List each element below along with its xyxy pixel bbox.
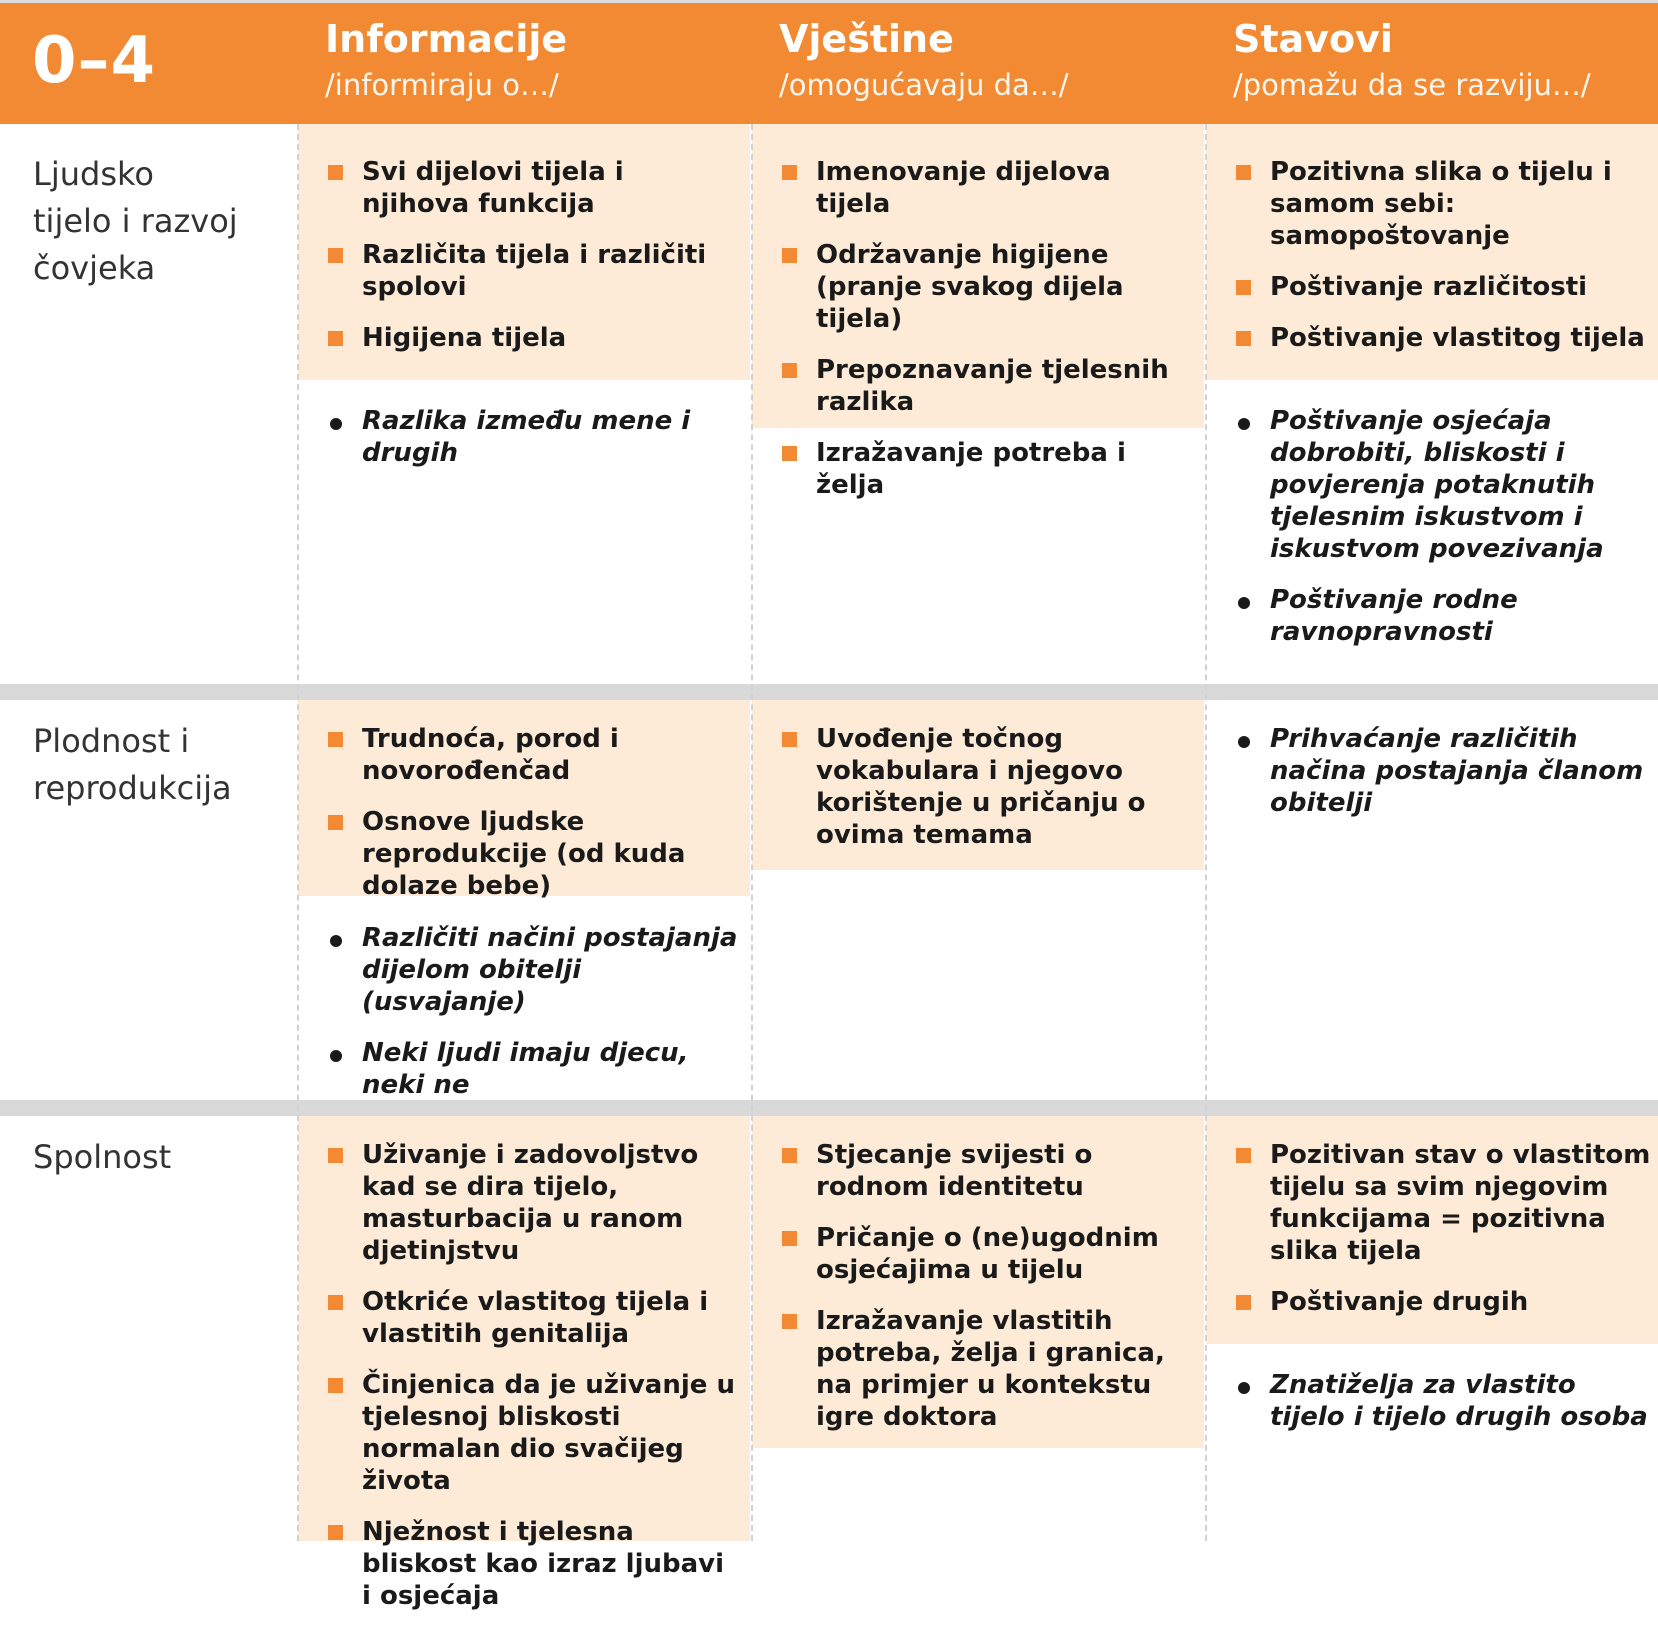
square-bullet-icon <box>782 165 797 180</box>
stavovi-list <box>1206 156 1646 373</box>
list-item <box>1206 723 1651 819</box>
row-label-ljudsko-tijelo <box>33 151 238 292</box>
row-label-line: čovjeka <box>33 249 156 287</box>
list-item <box>1206 156 1646 252</box>
list-item <box>752 1139 1192 1203</box>
square-bullet-icon <box>328 248 343 263</box>
list-item <box>1206 1139 1651 1267</box>
age-range: 0–4 <box>32 24 157 98</box>
row-label-line: tijelo i razvoj <box>33 202 238 240</box>
dot-bullet-icon <box>1238 597 1250 609</box>
square-bullet-icon <box>782 1231 797 1246</box>
list-item <box>752 437 1192 501</box>
square-bullet-icon <box>328 331 343 346</box>
item-text: Različita tijela i različiti spolovi <box>362 240 707 302</box>
informacije-list <box>298 1139 738 1631</box>
item-text: Poštivanje drugih <box>1270 1287 1529 1317</box>
column-title: Informacije <box>325 17 568 61</box>
column-subtitle: /informiraju o…/ <box>325 68 559 102</box>
list-item <box>752 1222 1192 1286</box>
vjestine-list <box>752 156 1192 520</box>
item-text: Poštivanje vlastitog tijela <box>1270 323 1645 353</box>
square-bullet-icon <box>328 1295 343 1310</box>
dot-bullet-icon <box>1238 736 1250 748</box>
dot-bullet-icon <box>1238 1382 1250 1394</box>
item-text: Održavanje higijene (pranje svakog dijela tijela) <box>816 240 1124 334</box>
square-bullet-icon <box>328 732 343 747</box>
item-text: Imenovanje dijelova tijela <box>816 157 1111 219</box>
list-item <box>1206 322 1646 354</box>
list-item <box>298 405 738 469</box>
column-head-stavovi <box>1233 14 1591 106</box>
list-item <box>1206 405 1636 565</box>
square-bullet-icon <box>782 446 797 461</box>
item-text: Osnove ljudske reprodukcije (od kuda dolaze bebe) <box>362 807 686 901</box>
item-text: Prepoznavanje tjelesnih razlika <box>816 355 1169 417</box>
item-text: Svi dijelovi tijela i njihova funkcija <box>362 157 624 219</box>
item-text: Poštivanje različitosti <box>1270 272 1588 302</box>
list-item <box>752 1305 1192 1433</box>
list-item <box>298 239 738 303</box>
item-text: Pričanje o (ne)ugodnim osjećajima u tijelu <box>816 1223 1159 1285</box>
list-item <box>1206 1286 1651 1318</box>
section-divider <box>0 1100 1658 1116</box>
item-text: Otkriće vlastitog tijela i vlastitih genitalija <box>362 1287 709 1349</box>
square-bullet-icon <box>1236 165 1251 180</box>
list-item <box>298 1139 738 1267</box>
column-subtitle: /pomažu da se razviju…/ <box>1233 68 1591 102</box>
item-text: Trudnoća, porod i novorođenčad <box>362 724 619 786</box>
list-item <box>298 1369 738 1497</box>
square-bullet-icon <box>782 363 797 378</box>
item-text: Pozitivna slika o tijelu i samom sebi: samopoštovanje <box>1270 157 1612 251</box>
list-item <box>298 806 738 902</box>
column-head-informacije <box>325 14 567 106</box>
item-text: Razlika između mene i drugih <box>362 406 691 468</box>
row-label-line: Ljudsko <box>33 155 154 193</box>
row-label-line: Plodnost i <box>33 722 190 760</box>
list-item <box>1206 584 1636 648</box>
dot-bullet-icon <box>330 418 342 430</box>
square-bullet-icon <box>1236 1148 1251 1163</box>
list-item <box>298 322 738 354</box>
row-label-line: reprodukcija <box>33 769 232 807</box>
square-bullet-icon <box>782 732 797 747</box>
square-bullet-icon <box>328 1525 343 1540</box>
item-text: Uvođenje točnog vokabulara i njegovo korištenje u pričanju o ovima temama <box>816 724 1146 850</box>
square-bullet-icon <box>328 165 343 180</box>
informacije-list <box>298 723 738 921</box>
item-text: Pozitivan stav o vlastitom tijelu sa svim njegovim funkcijama = pozitivna slika tijela <box>1270 1140 1651 1266</box>
column-title: Vještine <box>779 17 954 61</box>
header-bar <box>0 0 1658 124</box>
item-text: Prihvaćanje različitih načina postajanja članom obitelji <box>1270 724 1644 818</box>
list-item <box>752 156 1192 220</box>
list-item <box>298 723 738 787</box>
item-text: Higijena tijela <box>362 323 567 353</box>
list-item <box>298 156 738 220</box>
list-item <box>298 1516 738 1612</box>
row-label-plodnost <box>33 718 232 812</box>
dot-bullet-icon <box>330 935 342 947</box>
list-item <box>1206 271 1646 303</box>
vjestine-list <box>752 723 1192 870</box>
list-item <box>1206 1369 1651 1433</box>
row-label-spolnost <box>33 1134 171 1181</box>
list-item <box>752 354 1192 418</box>
item-text: Činjenica da je uživanje u tjelesnoj bliskosti normalan dio svačijeg života <box>362 1370 735 1496</box>
square-bullet-icon <box>782 1148 797 1163</box>
item-text: Stjecanje svijesti o rodnom identitetu <box>816 1140 1093 1202</box>
item-text: Izražavanje potreba i želja <box>816 438 1126 500</box>
list-item <box>298 1037 738 1101</box>
item-text: Izražavanje vlastitih potreba, želja i granica, na primjer u kontekstu igre doktora <box>816 1306 1165 1432</box>
dot-bullet-icon <box>330 1050 342 1062</box>
column-head-vjestine <box>779 14 1069 106</box>
section-divider <box>0 684 1658 700</box>
stavovi-extra-list <box>1206 405 1636 667</box>
stavovi-extra-list <box>1206 1369 1651 1452</box>
item-text: Različiti načini postajanja dijelom obitelji (usvajanje) <box>362 923 738 1017</box>
square-bullet-icon <box>1236 1295 1251 1310</box>
stavovi-extra-list <box>1206 723 1651 838</box>
item-text: Poštivanje rodne ravnopravnosti <box>1270 585 1518 647</box>
column-subtitle: /omogućavaju da…/ <box>779 68 1069 102</box>
square-bullet-icon <box>328 815 343 830</box>
item-text: Znatiželja za vlastito tijelo i tijelo drugih osoba <box>1270 1370 1648 1432</box>
stavovi-list <box>1206 1139 1651 1337</box>
item-text: Nježnost i tjelesna bliskost kao izraz ljubavi i osjećaja <box>362 1517 725 1611</box>
vjestine-list <box>752 1139 1192 1452</box>
column-title: Stavovi <box>1233 17 1393 61</box>
item-text: Poštivanje osjećaja dobrobiti, bliskosti i povjerenja potaknutih tjelesnim iskustvom i iskustvom povezivanja <box>1270 406 1604 564</box>
list-item <box>752 239 1192 335</box>
informacije-extra-list <box>298 922 738 1120</box>
list-item <box>298 1286 738 1350</box>
item-text: Neki ljudi imaju djecu, neki ne <box>362 1038 689 1100</box>
square-bullet-icon <box>1236 280 1251 295</box>
square-bullet-icon <box>328 1148 343 1163</box>
square-bullet-icon <box>782 1314 797 1329</box>
square-bullet-icon <box>1236 331 1251 346</box>
dot-bullet-icon <box>1238 418 1250 430</box>
list-item <box>298 922 738 1018</box>
square-bullet-icon <box>328 1378 343 1393</box>
square-bullet-icon <box>782 248 797 263</box>
informacije-extra-list <box>298 405 738 488</box>
item-text: Uživanje i zadovoljstvo kad se dira tijelo, masturbacija u ranom djetinjstvu <box>362 1140 699 1266</box>
list-item <box>752 723 1192 851</box>
row-label-line: Spolnost <box>33 1138 172 1176</box>
informacije-list <box>298 156 738 373</box>
